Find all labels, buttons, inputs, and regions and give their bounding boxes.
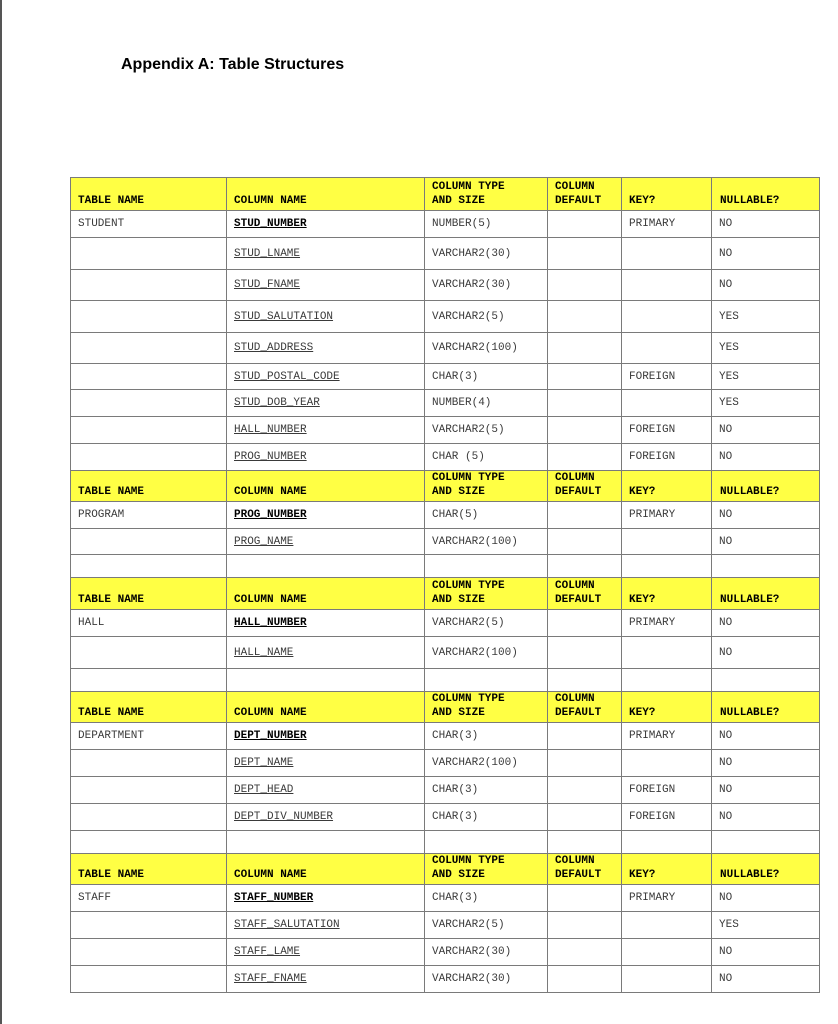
header-column-type — [425, 471, 548, 502]
key-cell: PRIMARY — [622, 723, 712, 750]
table-name-cell: STUDENT — [71, 211, 227, 238]
header-table-name — [71, 578, 227, 610]
key-cell: PRIMARY — [622, 610, 712, 637]
header-column-name — [227, 854, 425, 885]
table-row — [71, 885, 820, 912]
spacer-cell — [71, 669, 227, 692]
column-name-cell: STAFF_FNAME — [227, 966, 425, 993]
spacer-cell — [548, 831, 622, 854]
table-name-cell — [71, 364, 227, 390]
table-row — [71, 939, 820, 966]
key-cell: FOREIGN — [622, 444, 712, 471]
column-type-cell: VARCHAR2(100) — [425, 529, 548, 555]
column-name-cell: STUD_DOB_YEAR — [227, 390, 425, 417]
header-column-type-text-2: AND SIZE — [432, 195, 485, 207]
key-cell: PRIMARY — [622, 885, 712, 912]
header-key — [622, 854, 712, 885]
header-table-name-text: TABLE NAME — [78, 707, 145, 719]
header-nullable — [712, 471, 820, 502]
column-type-cell: CHAR(5) — [425, 502, 548, 529]
table-name-cell: HALL — [71, 610, 227, 637]
table-row — [71, 270, 820, 301]
table-row — [71, 637, 820, 669]
key-cell: FOREIGN — [622, 804, 712, 831]
spacer-cell — [71, 555, 227, 578]
table-row — [71, 502, 820, 529]
column-type-cell: VARCHAR2(30) — [425, 939, 548, 966]
spacer-cell — [425, 669, 548, 692]
header-nullable — [712, 578, 820, 610]
table-name-cell — [71, 390, 227, 417]
table-name-cell — [71, 637, 227, 669]
table-name-cell — [71, 444, 227, 471]
nullable-cell: NO — [712, 444, 820, 471]
table-name-cell — [71, 270, 227, 301]
spacer-row — [71, 831, 820, 854]
spacer-cell — [227, 669, 425, 692]
header-column-default — [548, 578, 622, 610]
column-default-cell — [548, 444, 622, 471]
column-type-cell: VARCHAR2(100) — [425, 637, 548, 669]
column-type-cell: VARCHAR2(5) — [425, 912, 548, 939]
table-name-cell: DEPARTMENT — [71, 723, 227, 750]
header-column-name — [227, 578, 425, 610]
header-row — [71, 578, 820, 610]
nullable-cell: NO — [712, 637, 820, 669]
column-default-cell — [548, 804, 622, 831]
table-name-cell — [71, 417, 227, 444]
key-cell: PRIMARY — [622, 502, 712, 529]
column-name-cell: STAFF_LAME — [227, 939, 425, 966]
spacer-cell — [548, 555, 622, 578]
table-row — [71, 301, 820, 333]
table-name-cell — [71, 750, 227, 777]
header-table-name — [71, 471, 227, 502]
nullable-cell: YES — [712, 912, 820, 939]
header-key — [622, 471, 712, 502]
spacer-cell — [227, 831, 425, 854]
table-structures — [70, 177, 820, 993]
column-name-cell: DEPT_NUMBER — [227, 723, 425, 750]
table-row — [71, 211, 820, 238]
column-default-cell — [548, 610, 622, 637]
key-cell: FOREIGN — [622, 364, 712, 390]
nullable-cell: NO — [712, 966, 820, 993]
header-row — [71, 471, 820, 502]
table-row — [71, 238, 820, 270]
header-column-default-text-2: DEFAULT — [555, 707, 602, 719]
header-nullable-text: NULLABLE? — [720, 869, 780, 881]
table-name-cell — [71, 777, 227, 804]
column-name-cell: DEPT_DIV_NUMBER — [227, 804, 425, 831]
header-column-type — [425, 692, 548, 723]
header-column-type-text: COLUMN TYPE — [432, 693, 505, 705]
header-column-type — [425, 578, 548, 610]
column-type-cell: CHAR (5) — [425, 444, 548, 471]
header-column-type-text: COLUMN TYPE — [432, 472, 505, 484]
nullable-cell: NO — [712, 502, 820, 529]
key-cell — [622, 270, 712, 301]
table-row — [71, 364, 820, 390]
table-row — [71, 912, 820, 939]
table-name-cell — [71, 966, 227, 993]
column-name-cell: STUD_LNAME — [227, 238, 425, 270]
nullable-cell: NO — [712, 529, 820, 555]
header-column-default-text-2: DEFAULT — [555, 594, 602, 606]
table-name-cell — [71, 238, 227, 270]
header-table-name-text: TABLE NAME — [78, 594, 145, 606]
header-column-name-text: COLUMN NAME — [234, 707, 307, 719]
header-column-name-text: COLUMN NAME — [234, 594, 307, 606]
header-key — [622, 578, 712, 610]
key-cell — [622, 939, 712, 966]
table-name-cell — [71, 804, 227, 831]
header-key-text: KEY? — [629, 594, 656, 606]
column-default-cell — [548, 966, 622, 993]
nullable-cell: NO — [712, 885, 820, 912]
key-cell — [622, 390, 712, 417]
header-column-name — [227, 178, 425, 211]
key-cell: FOREIGN — [622, 777, 712, 804]
column-name-cell: STAFF_NUMBER — [227, 885, 425, 912]
spacer-cell — [425, 555, 548, 578]
column-type-cell: VARCHAR2(100) — [425, 750, 548, 777]
column-type-cell: VARCHAR2(30) — [425, 270, 548, 301]
table-name-cell — [71, 301, 227, 333]
header-column-type-text-2: AND SIZE — [432, 594, 485, 606]
table-row — [71, 333, 820, 364]
key-cell — [622, 637, 712, 669]
column-type-cell: CHAR(3) — [425, 364, 548, 390]
table-row — [71, 390, 820, 417]
nullable-cell: NO — [712, 417, 820, 444]
table-name-cell — [71, 912, 227, 939]
header-column-type-text: COLUMN TYPE — [432, 181, 505, 193]
header-column-default-text-2: DEFAULT — [555, 195, 602, 207]
header-column-default — [548, 178, 622, 211]
header-column-name-text: COLUMN NAME — [234, 195, 307, 207]
nullable-cell: NO — [712, 270, 820, 301]
header-column-name — [227, 471, 425, 502]
table-row — [71, 750, 820, 777]
column-type-cell: VARCHAR2(5) — [425, 417, 548, 444]
header-column-default-text: COLUMN — [555, 472, 595, 484]
header-column-type — [425, 178, 548, 211]
header-column-default — [548, 692, 622, 723]
nullable-cell: NO — [712, 804, 820, 831]
column-default-cell — [548, 750, 622, 777]
column-default-cell — [548, 529, 622, 555]
header-column-type — [425, 854, 548, 885]
column-name-cell: STUD_FNAME — [227, 270, 425, 301]
column-type-cell: CHAR(3) — [425, 723, 548, 750]
table-name-cell — [71, 939, 227, 966]
column-default-cell — [548, 777, 622, 804]
header-nullable-text: NULLABLE? — [720, 707, 780, 719]
header-column-default-text-2: DEFAULT — [555, 486, 602, 498]
table-row — [71, 804, 820, 831]
header-column-default-text: COLUMN — [555, 580, 595, 592]
column-type-cell: CHAR(3) — [425, 885, 548, 912]
spacer-cell — [622, 555, 712, 578]
nullable-cell: NO — [712, 939, 820, 966]
header-row — [71, 178, 820, 211]
header-key-text: KEY? — [629, 486, 656, 498]
column-default-cell — [548, 885, 622, 912]
nullable-cell: NO — [712, 750, 820, 777]
nullable-cell: YES — [712, 390, 820, 417]
column-type-cell: CHAR(3) — [425, 777, 548, 804]
key-cell — [622, 966, 712, 993]
header-nullable-text: NULLABLE? — [720, 594, 780, 606]
header-table-name — [71, 854, 227, 885]
nullable-cell: YES — [712, 333, 820, 364]
column-name-cell: STUD_POSTAL_CODE — [227, 364, 425, 390]
column-default-cell — [548, 270, 622, 301]
header-key-text: KEY? — [629, 869, 656, 881]
column-default-cell — [548, 637, 622, 669]
header-nullable — [712, 854, 820, 885]
column-type-cell: NUMBER(5) — [425, 211, 548, 238]
nullable-cell: YES — [712, 364, 820, 390]
table-row — [71, 444, 820, 471]
spacer-cell — [712, 831, 820, 854]
spacer-cell — [71, 831, 227, 854]
column-type-cell: VARCHAR2(30) — [425, 238, 548, 270]
column-name-cell: STAFF_SALUTATION — [227, 912, 425, 939]
key-cell — [622, 301, 712, 333]
header-key — [622, 178, 712, 211]
table-row — [71, 723, 820, 750]
header-key-text: KEY? — [629, 707, 656, 719]
header-column-type-text: COLUMN TYPE — [432, 580, 505, 592]
header-column-name-text: COLUMN NAME — [234, 486, 307, 498]
spacer-cell — [712, 669, 820, 692]
nullable-cell: NO — [712, 723, 820, 750]
spacer-cell — [548, 669, 622, 692]
key-cell — [622, 912, 712, 939]
header-column-default — [548, 471, 622, 502]
header-column-default-text-2: DEFAULT — [555, 869, 602, 881]
key-cell — [622, 529, 712, 555]
column-default-cell — [548, 939, 622, 966]
spacer-row — [71, 669, 820, 692]
spacer-cell — [712, 555, 820, 578]
column-type-cell: NUMBER(4) — [425, 390, 548, 417]
header-column-default-text: COLUMN — [555, 855, 595, 867]
header-column-default-text: COLUMN — [555, 181, 595, 193]
table-name-cell — [71, 333, 227, 364]
key-cell — [622, 238, 712, 270]
header-table-name-text: TABLE NAME — [78, 486, 145, 498]
table-row — [71, 966, 820, 993]
column-name-cell: DEPT_NAME — [227, 750, 425, 777]
header-key-text: KEY? — [629, 195, 656, 207]
column-default-cell — [548, 333, 622, 364]
table-structures-body — [71, 178, 820, 993]
column-default-cell — [548, 238, 622, 270]
table-row — [71, 610, 820, 637]
column-default-cell — [548, 912, 622, 939]
header-row — [71, 692, 820, 723]
column-name-cell: STUD_ADDRESS — [227, 333, 425, 364]
table-name-cell: PROGRAM — [71, 502, 227, 529]
header-column-name — [227, 692, 425, 723]
header-nullable-text: NULLABLE? — [720, 486, 780, 498]
header-table-name-text: TABLE NAME — [78, 195, 145, 207]
key-cell: PRIMARY — [622, 211, 712, 238]
column-default-cell — [548, 301, 622, 333]
column-type-cell: VARCHAR2(30) — [425, 966, 548, 993]
header-column-name-text: COLUMN NAME — [234, 869, 307, 881]
column-name-cell: HALL_NUMBER — [227, 610, 425, 637]
table-name-cell — [71, 529, 227, 555]
key-cell: FOREIGN — [622, 417, 712, 444]
key-cell — [622, 750, 712, 777]
spacer-row — [71, 555, 820, 578]
column-default-cell — [548, 211, 622, 238]
column-type-cell: VARCHAR2(100) — [425, 333, 548, 364]
column-type-cell: VARCHAR2(5) — [425, 301, 548, 333]
table-row — [71, 417, 820, 444]
nullable-cell: NO — [712, 211, 820, 238]
header-column-default — [548, 854, 622, 885]
table-row — [71, 777, 820, 804]
column-type-cell: CHAR(3) — [425, 804, 548, 831]
spacer-cell — [622, 831, 712, 854]
column-default-cell — [548, 417, 622, 444]
column-name-cell: PROG_NUMBER — [227, 502, 425, 529]
column-default-cell — [548, 390, 622, 417]
header-nullable-text: NULLABLE? — [720, 195, 780, 207]
column-name-cell: HALL_NUMBER — [227, 417, 425, 444]
key-cell — [622, 333, 712, 364]
header-column-type-text: COLUMN TYPE — [432, 855, 505, 867]
column-default-cell — [548, 502, 622, 529]
header-nullable — [712, 178, 820, 211]
header-table-name — [71, 178, 227, 211]
spacer-cell — [425, 831, 548, 854]
column-name-cell: STUD_NUMBER — [227, 211, 425, 238]
spacer-cell — [622, 669, 712, 692]
table-row — [71, 529, 820, 555]
page-edge — [0, 0, 2, 1024]
column-default-cell — [548, 364, 622, 390]
header-row — [71, 854, 820, 885]
column-name-cell: PROG_NUMBER — [227, 444, 425, 471]
header-column-default-text: COLUMN — [555, 693, 595, 705]
header-table-name — [71, 692, 227, 723]
nullable-cell: YES — [712, 301, 820, 333]
column-default-cell — [548, 723, 622, 750]
header-column-type-text-2: AND SIZE — [432, 869, 485, 881]
column-type-cell: VARCHAR2(5) — [425, 610, 548, 637]
nullable-cell: NO — [712, 610, 820, 637]
header-nullable — [712, 692, 820, 723]
nullable-cell: NO — [712, 238, 820, 270]
table-name-cell: STAFF — [71, 885, 227, 912]
column-name-cell: PROG_NAME — [227, 529, 425, 555]
nullable-cell: NO — [712, 777, 820, 804]
spacer-cell — [227, 555, 425, 578]
header-column-type-text-2: AND SIZE — [432, 707, 485, 719]
header-column-type-text-2: AND SIZE — [432, 486, 485, 498]
header-table-name-text: TABLE NAME — [78, 869, 145, 881]
column-name-cell: STUD_SALUTATION — [227, 301, 425, 333]
header-key — [622, 692, 712, 723]
column-name-cell: HALL_NAME — [227, 637, 425, 669]
column-name-cell: DEPT_HEAD — [227, 777, 425, 804]
page-title: Appendix A: Table Structures — [121, 56, 345, 73]
